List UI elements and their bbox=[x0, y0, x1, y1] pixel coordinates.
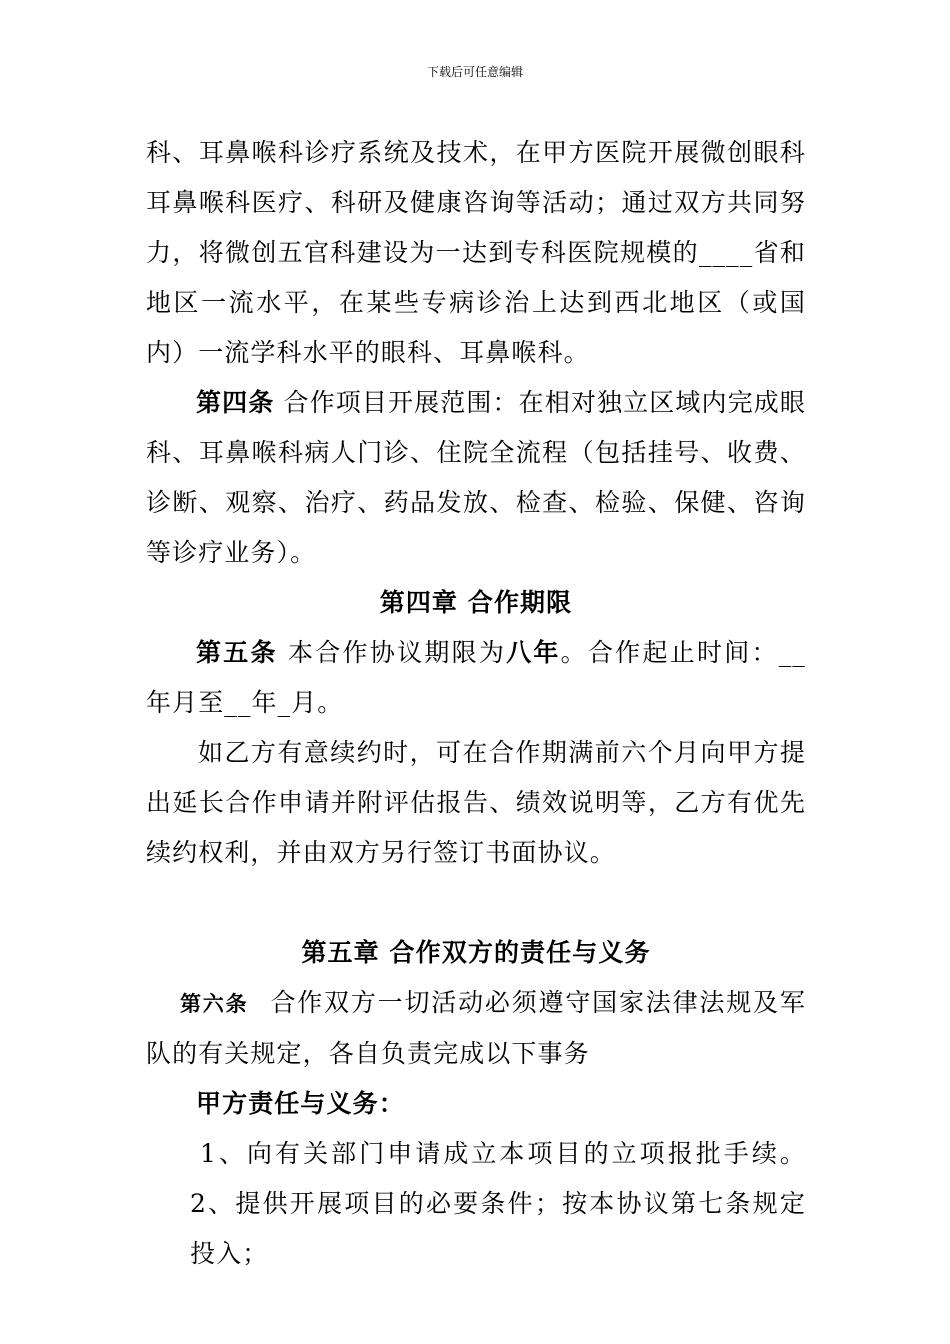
article5-text-b: 。合作起止时间：__年月至__年_月。 bbox=[146, 638, 806, 717]
article4-label: 第四条 bbox=[196, 388, 275, 417]
article5-term: 八年 bbox=[506, 638, 561, 667]
chapter5-title: 第五章 合作双方的责任与义务 bbox=[301, 938, 651, 967]
paragraph-article6 bbox=[146, 978, 806, 1079]
paragraph-article5 bbox=[146, 628, 806, 728]
article6-text: 合作双方一切活动必须遵守国家法律法规及军队的有关规定，各自负责完成以下事务 bbox=[146, 988, 806, 1068]
document-body bbox=[146, 128, 806, 1279]
blank-line bbox=[146, 878, 806, 928]
article5-label: 第五条 bbox=[196, 638, 278, 667]
party-a-title: 甲方责任与义务： bbox=[196, 1089, 405, 1118]
article5-text-a: 本合作协议期限为 bbox=[277, 638, 507, 667]
paragraph-article4 bbox=[146, 378, 806, 578]
chapter4-title: 第四章 合作期限 bbox=[379, 588, 573, 617]
party-a-item-1: 1、向有关部门申请成立本项目的立项报批手续。2、提供开展项目的必要条件；按本协议第七条规定投入； bbox=[190, 1139, 806, 1268]
paragraph-renewal: 如乙方有意续约时，可在合作期满前六个月向甲方提出延长合作申请并附评估报告、绩效说明等，乙方有优先续约权利，并由双方另行签订书面协议。 bbox=[146, 738, 806, 867]
article6-label: 第六条 bbox=[180, 992, 249, 1016]
article4-text: 合作项目开展范围：在相对独立区域内完成眼科、耳鼻喉科病人门诊、住院全流程（包括挂号、收费、诊断、观察、治疗、药品发放、检查、检验、保健、咨询等诊疗业务）。 bbox=[146, 388, 806, 567]
paragraph-article3-continuation: 科、耳鼻喉科诊疗系统及技术，在甲方医院开展微创眼科耳鼻喉科医疗、科研及健康咨询等活动；通过双方共同努力，将微创五官科建设为一达到专科医院规模的____省和地区一流水平，在某些专病诊治上达到西北地区（或国内）一流学科水平的眼科、耳鼻喉科。 bbox=[146, 138, 806, 367]
page-header: 下载后可任意编辑 bbox=[426, 65, 523, 79]
